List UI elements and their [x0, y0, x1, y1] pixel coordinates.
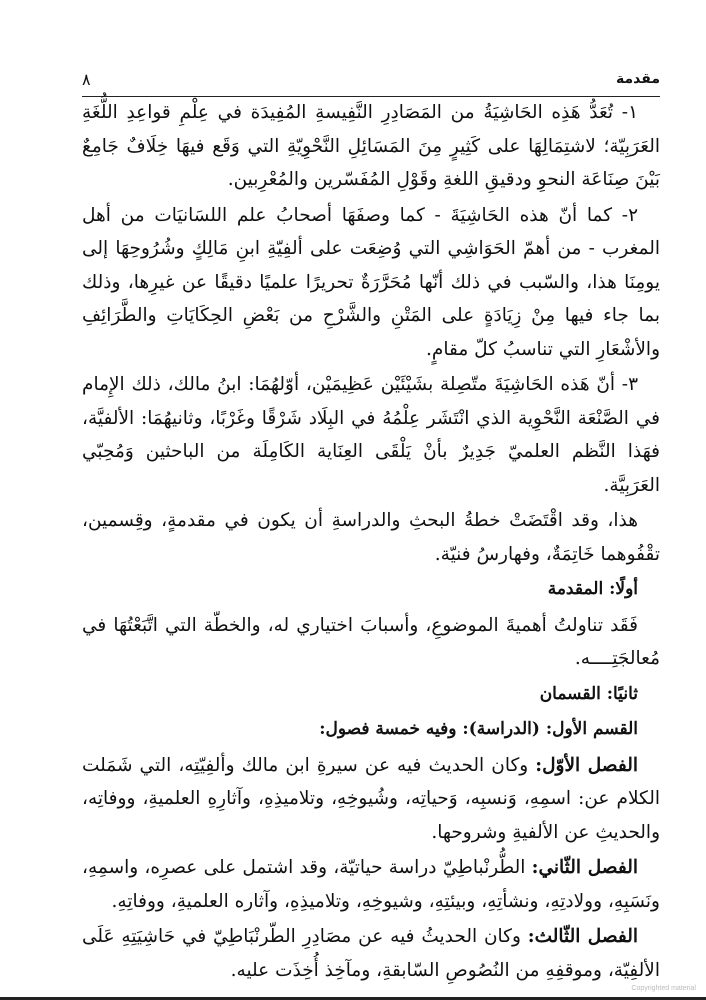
paragraph-point-2: ٢- كما أنّ هذه الحَاشِيَةَ - كما وصفَهَا أصحابُ علم اللسَانيَات من أهل المغرب - من أهمّ الحَوَاشِي التي وُضِعَت على ألفِيّةِ ابنِ مَالِكٍ وشُرُوحِهَا إلى يومِنَا هذا، والسّبب في ذلك أنّها مُحَرَّرَةٌ تحريرًا علميًا دقيقًا عن غيرِها، وذلك بما جاء فيها مِنْ زِيَادَةٍ على المَتْنِ والشَّرْحِ من بَعْضِ الحِكَايَاتِ والطَّرَائِفِ والأشْعَارِ التي تناسبُ كلّ مقامٍ.	[82, 204, 660, 360]
page-number: ٨	[82, 69, 91, 89]
chapter-2	[82, 851, 660, 918]
running-title: مقدمة	[616, 71, 660, 87]
chapter-text: وكان الحديثُ فيه عن مصَادِرِ الطّرنْبَاطِيّ في حَاشِيَتِهِ عَلَى الألفِيّة، وموقفِهِ من النُصُوصِ السّابقةِ، ومآخِذ أُخِذَت عليه.	[82, 926, 660, 981]
page-body	[82, 96, 660, 989]
chapter-text: وكان الحديث فيه عن سيرةِ ابن مالك وألفِيّتِه، التي شَمَلت الكلام عن: اسمِهِ، وَنسبِه، وَحياتِه، وشُيوخِهِ، وتلاميذِهِ، وآثارِهِ العلميةِ، ووفاتِه، والحديثِ عن الألفيةِ وشروحها.	[82, 754, 660, 843]
chapter-label: الفصل الثّاني:	[531, 857, 638, 878]
page-header	[82, 62, 660, 97]
chapter-label: الفصل الثّالث:	[527, 926, 638, 947]
heading-introduction: أولًا: المقدمة	[547, 579, 638, 599]
chapter-3	[82, 920, 660, 987]
copyright-notice: Copyrighted material	[631, 985, 696, 992]
paragraph-point-1: ١- تُعَدُّ هَذِه الحَاشِيَةُ من المَصَادِرِ النَّفِيسةِ المُفِيدَة في عِلْمِ قواعِدِ اللُّغَةِ العَرَبِيّة؛ لاشتِمَالِهَا على كَثِيرٍ مِنَ المَسَائِلِ النَّحْوِيّةِ التي وَقَع فيهَا خِلَافٌ جَامِعٌ بَيْنَ صِنَاعَة النحوِ ودقيقِ اللغةِ وقَوْلِ المُفَسّرين والمُعْرِبين.	[82, 102, 660, 190]
paragraph-plan: هذا، وقد اقْتَضَتْ خطةُ البحثِ والدراسةِ أن يكون في مقدمةٍ، وقِسمين، تقْفُوهما خَاتِمَةٌ، وفهارسُ فنيّة.	[82, 510, 660, 565]
chapter-1	[82, 749, 660, 850]
chapter-text: الطُّرنْباطِيّ دراسة حياتيّة، وقد اشتمل على عصرِه، واسمِهِ، ونَسَبِهِ، وولادتِهِ، ونشأتِهِ، وبيئتِهِ، وشيوخِهِ، وتلاميذِهِ، وآثاره العلميةِ، ووفاتِهِ.	[82, 857, 660, 912]
paragraph-point-3: ٣- أنّ هَذه الحَاشِيَةَ متّصِلة بشَيْئَيْن عَظِيمَيْن، أوّلهُمَا: ابنُ مالك، ذلك الإِمام في الصَّنْعَة النَّحْوِية الذي انْتَشَر عِلْمُهُ في البِلَاد شَرْقًا وغَرْبًا، وثانيهُمَا: الألفيَّة، فهَذا النَّظم العلميّ جَدِيرٌ بأنْ يَلْقَى العِنَاية الكَامِلَة من الباحثين وَمُحِبّي العَرَبِيَّة.	[82, 374, 660, 496]
heading-part-one: القسم الأول: (الدراسة): وفيه خمسة فصول:	[319, 719, 638, 739]
chapter-label: الفصل الأوّل:	[535, 754, 638, 776]
paragraph-introduction: فَقَد تناولتُ أهميةَ الموضوعِ، وأسبابَ اختياري له، والخطّة التي اتَّبَعْتُهَا في مُعالجَتِــــه.	[82, 614, 660, 669]
heading-sections: ثانيًا: القسمان	[539, 683, 638, 704]
